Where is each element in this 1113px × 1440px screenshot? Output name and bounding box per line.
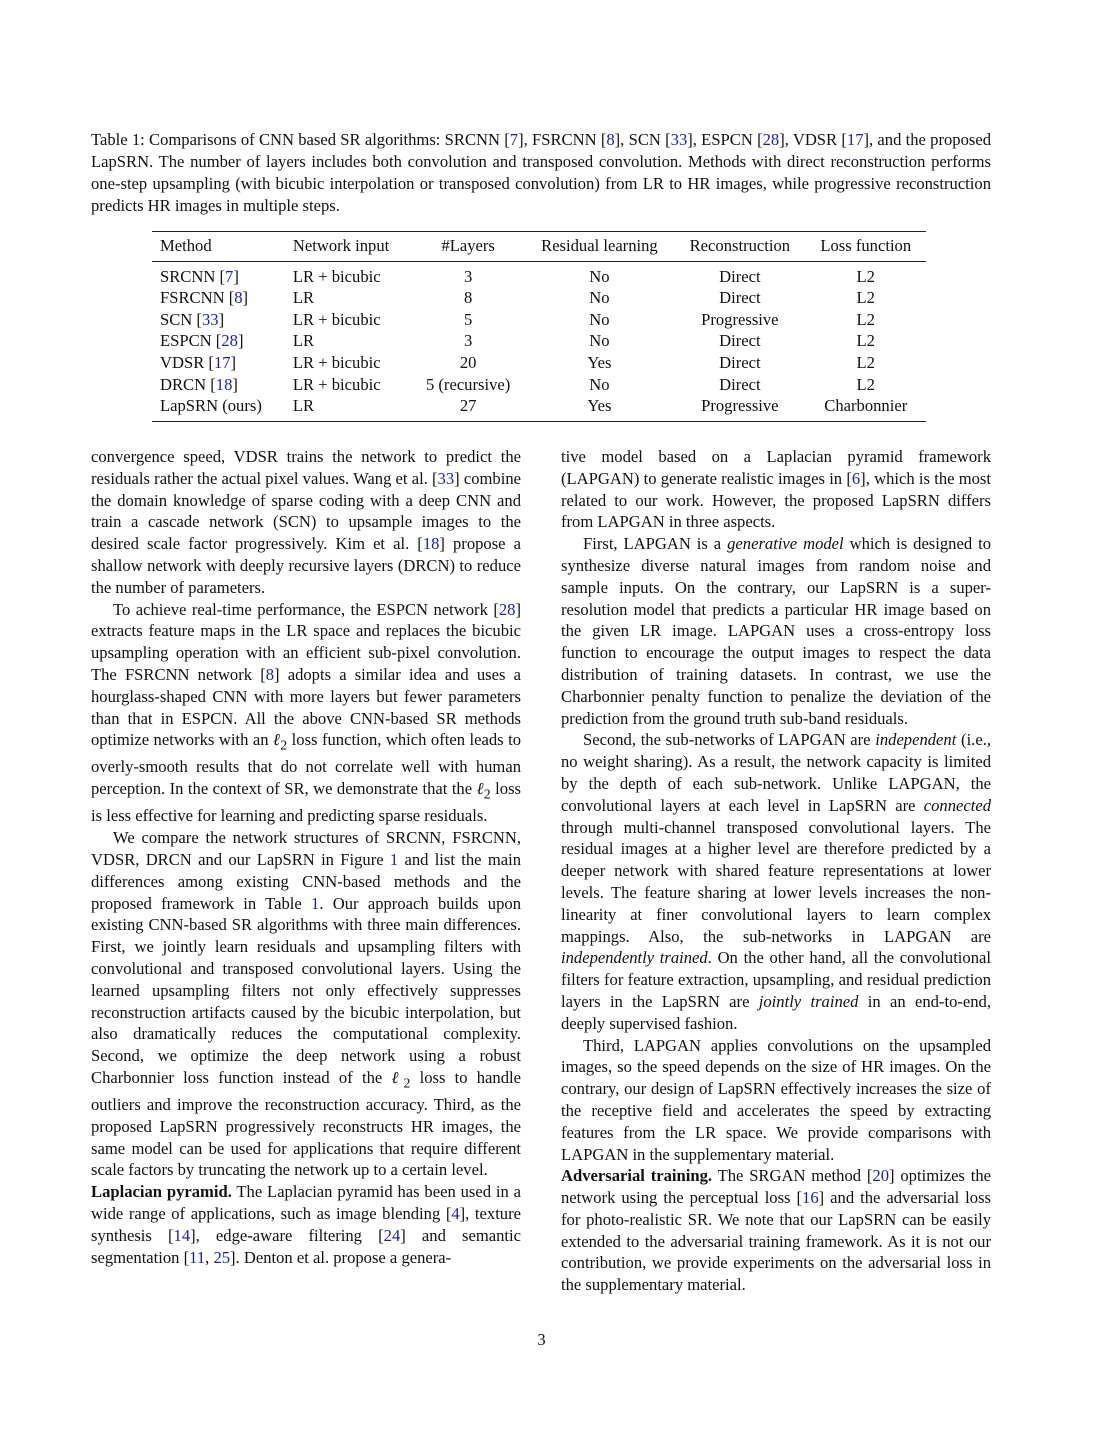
cell-layers: 3	[463, 266, 473, 286]
table-row	[152, 330, 926, 352]
cell-input: LR	[292, 288, 315, 308]
paragraph: Adversarial training. The SRGAN method [20] optimizes the network using the perceptual loss [16] and the adversarial loss for photo-realistic SR. We note that our LapSRN can be easily extended to the adversarial training framework. As it is not our contribution, we provide experiments on the adversarial loss in the supplementary material.	[561, 1166, 992, 1295]
paragraph: tive model based on a Laplacian pyramid framework (LAPGAN) to generate realistic images in [6], which is the most related to our work. However, the proposed LapSRN differs from LAPGAN in three aspects.	[561, 447, 991, 532]
cell-layers: 27	[459, 396, 477, 416]
section-heading: Adversarial training.	[561, 1166, 713, 1186]
ell-symbol: ℓ	[476, 779, 484, 799]
citation-link[interactable]: 8	[234, 288, 243, 308]
table-caption: Table 1: Comparisons of CNN based SR algorithms: SRCNN [7], FSRCNN [8], SCN [33], ESPCN [28], VDSR [17], and the proposed LapSRN. The number of layers includes both convolution and transposed convolution. Methods with direct reconstruction performs one-step upsampling (with bicubic interpolation or transposed convolution) from LR to HR images, while progressive reconstruction predicts HR images in multiple steps.	[91, 130, 991, 215]
paragraph: Third, LAPGAN applies convolutions on the upsampled images, so the speed depends on the size of HR images. On the contrary, our design of LapSRN effectively increases the size of the receptive field and accelerates the speed by extracting features from the LR space. We provide comparisons with LAPGAN in the supplementary material.	[561, 1035, 991, 1164]
cell-layers: 3	[463, 331, 473, 351]
paragraph: To achieve real-time performance, the ESPCN network [28] extracts feature maps in the LR space and replaces the bicubic upsampling operation with an efficient sub-pixel convolution. The FSRCNN network [8] adopts a similar idea and uses a hourglass-shaped CNN with more layers but fewer parameters than that in ESPCN. All the above CNN-based SR methods optimize networks with an ℓ$_2$ loss function, which often leads to overly-smooth results that do not correlate well with human perception. In the context of SR, we demonstrate that the ℓ$_2$ loss is less effective for learning and predicting sparse residuals.	[91, 599, 521, 826]
cell-loss: L2	[856, 374, 875, 394]
ell-subscript: 2	[403, 1075, 411, 1091]
cell-loss: L2	[856, 266, 875, 286]
table-header-row	[152, 232, 926, 262]
table-row	[152, 395, 926, 421]
cell-layers: 5	[463, 309, 473, 329]
table-row	[152, 309, 926, 331]
cell-reconstruction: Direct	[719, 374, 761, 394]
section-heading: Laplacian pyramid.	[91, 1182, 232, 1202]
cell-input: LR + bicubic	[292, 374, 381, 394]
citation-link[interactable]: 28	[221, 331, 238, 351]
citation-link[interactable]: 33	[437, 468, 455, 488]
cell-method: LapSRN (ours)	[160, 396, 262, 416]
cell-loss: L2	[856, 331, 875, 351]
emphasis: connected	[923, 795, 991, 815]
cell-loss: Charbonnier	[824, 396, 908, 416]
emphasis: independently trained	[561, 948, 708, 968]
citation-link[interactable]: 33	[670, 130, 688, 149]
cell-residual: Yes	[587, 396, 612, 416]
paragraph: First, LAPGAN is a generative model which is designed to synthesize diverse natural images from random noise and sample inputs. On the contrary, our LapSRN is a super-resolution model that predicts a particular HR image based on the given LR image. LAPGAN uses a cross-entropy loss function to encourage the output images to respect the data distribution of training datasets. In contrast, we use the Charbonnier penalty function to penalize the deviation of the prediction from the ground truth sub-band residuals.	[561, 534, 991, 728]
table-row	[152, 374, 926, 396]
emphasis: independent	[875, 730, 957, 750]
citation-link[interactable]: 24	[383, 1225, 401, 1245]
header-network-input: Network input	[292, 236, 390, 255]
cell-residual: No	[589, 309, 610, 329]
figure-link[interactable]: 1	[389, 849, 399, 869]
citation-link[interactable]: 20	[872, 1166, 890, 1186]
emphasis: jointly trained	[758, 991, 859, 1011]
paragraph: convergence speed, VDSR trains the network to predict the residuals rather the actual pixel values. Wang et al. [33] combine the domain knowledge of sparse coding with a deep CNN and train a cascade network (SCN) to upsample images to the desired scale factor progressively. Kim et al. [18] propose a shallow network with deeply recursive layers (DRCN) to reduce the number of parameters.	[91, 447, 521, 597]
cell-reconstruction: Progressive	[701, 309, 779, 329]
citation-link[interactable]: 4	[451, 1204, 460, 1224]
ell-subscript: 2	[280, 737, 288, 753]
citation-link[interactable]: 7	[225, 266, 234, 286]
left-column	[91, 446, 521, 1268]
cell-input: LR	[292, 331, 315, 351]
citation-link[interactable]: 11	[189, 1247, 206, 1267]
cell-loss: L2	[856, 309, 875, 329]
header-loss-function: Loss function	[820, 236, 912, 255]
header-residual-learning: Residual learning	[541, 236, 658, 255]
cell-layers: 8	[463, 288, 473, 308]
header-layers: #Layers	[441, 236, 495, 255]
citation-link[interactable]: 18	[422, 534, 440, 554]
citation-link[interactable]: 8	[606, 130, 615, 149]
cell-method: SCN [33]	[160, 309, 225, 329]
citation-link[interactable]: 33	[201, 309, 219, 329]
cell-reconstruction: Progressive	[701, 396, 779, 416]
citation-link[interactable]: 8	[265, 664, 275, 684]
cell-method: VDSR [17]	[160, 352, 237, 372]
cell-residual: No	[589, 288, 610, 308]
citation-link[interactable]: 16	[802, 1188, 819, 1208]
right-column	[561, 446, 991, 1296]
cell-loss: L2	[856, 288, 875, 308]
cell-reconstruction: Direct	[719, 266, 761, 286]
cell-layers: 20	[459, 352, 477, 372]
cell-method: ESPCN [28]	[160, 331, 244, 351]
table-row	[152, 261, 926, 287]
cell-method: DRCN [18]	[160, 374, 238, 394]
cell-input: LR + bicubic	[292, 266, 381, 286]
cell-residual: No	[589, 374, 610, 394]
cell-method: FSRCNN [8]	[160, 288, 249, 308]
citation-link[interactable]: 28	[762, 130, 780, 149]
cell-input: LR + bicubic	[292, 309, 381, 329]
citation-link[interactable]: 7	[509, 130, 519, 149]
comparison-table	[152, 231, 926, 422]
citation-link[interactable]: 17	[213, 352, 231, 372]
cell-loss: L2	[856, 352, 875, 372]
page-number: 3	[537, 1330, 546, 1349]
cell-reconstruction: Direct	[719, 331, 761, 351]
citation-link[interactable]: 28	[498, 599, 516, 619]
citation-link[interactable]: 6	[851, 468, 861, 488]
citation-link[interactable]: 18	[215, 374, 233, 394]
cell-input: LR	[292, 396, 315, 416]
citation-link[interactable]: 17	[846, 130, 864, 149]
table-row	[152, 352, 926, 374]
ell-symbol: ℓ	[391, 1067, 404, 1087]
cell-reconstruction: Direct	[719, 352, 761, 372]
paragraph: We compare the network structures of SRCNN, FSRCNN, VDSR, DRCN and our LapSRN in Figure 1 and list the main differences among existing CNN-based methods and the proposed framework in Table 1. Our approach builds upon existing CNN-based SR algorithms with three main differences. First, we jointly learn residuals and upsampling filters with convolutional and transposed convolutional layers. Using the learned upsampling filters not only effectively suppresses reconstruction artifacts caused by the bicubic interpolation, but also dramatically reduces the computational complexity. Second, we optimize the deep network using a robust Charbonnier loss function instead of the ℓ$_2$ loss to handle outliers and improve the reconstruction accuracy. Third, as the proposed LapSRN progressively reconstructs HR images, the same model can be used for applications that require different scale factors by truncating the network up to a certain level.	[91, 828, 521, 1180]
citation-link[interactable]: 14	[173, 1225, 191, 1245]
cell-residual: No	[589, 331, 610, 351]
cell-input: LR + bicubic	[292, 352, 381, 372]
citation-link[interactable]: 25	[213, 1247, 231, 1267]
ell-symbol: ℓ	[273, 730, 281, 750]
table-row	[152, 287, 926, 309]
cell-layers: 5 (recursive)	[425, 374, 511, 394]
cell-reconstruction: Direct	[719, 288, 761, 308]
cell-residual: Yes	[587, 352, 612, 372]
cell-method: SRCNN [7]	[160, 266, 239, 286]
header-reconstruction: Reconstruction	[689, 236, 791, 255]
table-link[interactable]: 1	[311, 893, 320, 913]
paragraph: Laplacian pyramid. The Laplacian pyramid has been used in a wide range of applications, such as image blending [4], texture synthesis [14], edge-aware filtering [24] and semantic segmentation [11, 25]. Denton et al. propose a genera-	[91, 1182, 521, 1267]
paragraph: Second, the sub-networks of LAPGAN are independent (i.e., no weight sharing). As a result, the network capacity is limited by the depth of each sub-network. Unlike LAPGAN, the convolutional layers at each level in LapSRN are connected through multi-channel transposed convolutional layers. The residual images at a higher level are therefore predicted by a deeper network with shared feature representations at lower levels. The feature sharing at lower levels increases the non-linearity at finer convolutional layers to learn complex mappings. Also, the sub-networks in LAPGAN are independently trained. On the other hand, all the convolutional filters for feature extraction, upsampling, and residual prediction layers in the LapSRN are jointly trained in an end-to-end, deeply supervised fashion.	[561, 730, 992, 1033]
ell-subscript: 2	[483, 786, 491, 802]
emphasis: generative model	[727, 534, 844, 554]
cell-residual: No	[589, 266, 610, 286]
header-method: Method	[160, 236, 212, 255]
